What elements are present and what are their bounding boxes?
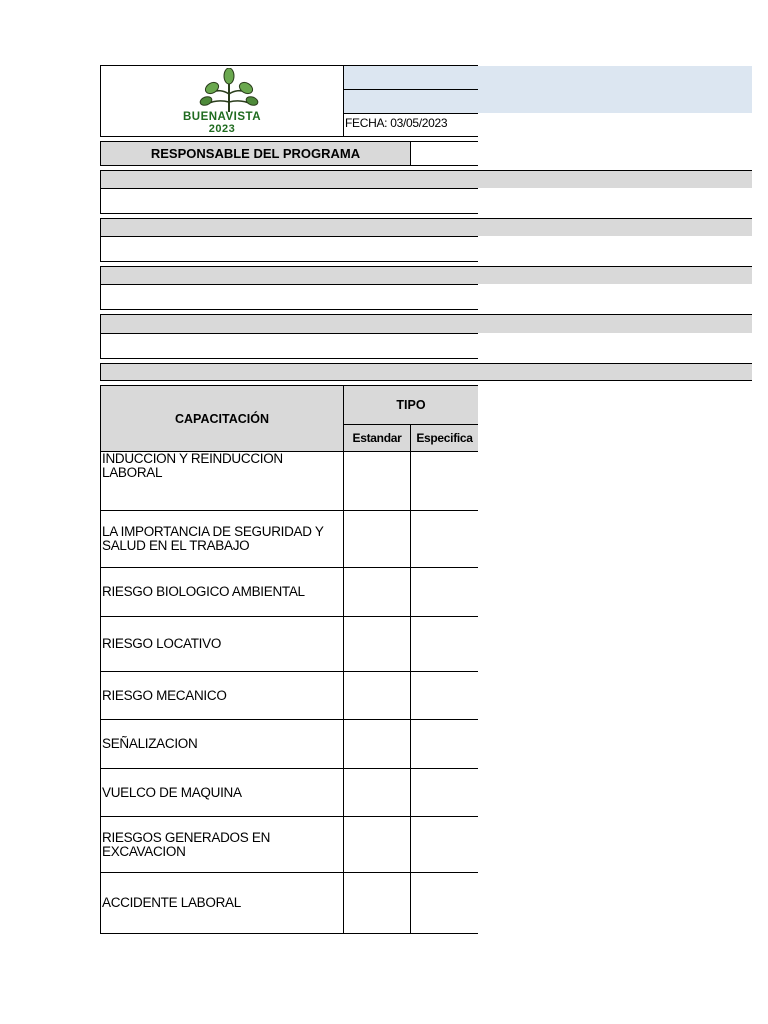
training-row-label-cell bbox=[100, 451, 344, 511]
training-row-label: SEÑALIZACION bbox=[102, 736, 198, 751]
section-field-3 bbox=[100, 284, 478, 310]
training-row-label: ACCIDENTE LABORAL bbox=[102, 895, 241, 910]
training-row-label-cell bbox=[100, 671, 344, 720]
training-row-especifica-cell[interactable] bbox=[410, 768, 478, 817]
training-row-especifica-cell[interactable] bbox=[410, 616, 478, 672]
training-row-label-cell bbox=[100, 616, 344, 672]
section-band-2 bbox=[100, 218, 752, 236]
section-band-1 bbox=[100, 170, 752, 188]
col-especifica-header bbox=[410, 424, 478, 452]
col-estandar-header bbox=[343, 424, 411, 452]
section-band-4 bbox=[100, 314, 752, 333]
training-row-estandar-cell[interactable] bbox=[343, 510, 411, 568]
col-tipo-header bbox=[343, 385, 478, 425]
training-row-estandar-cell[interactable] bbox=[343, 768, 411, 817]
fecha-text: FECHA: 03/05/2023 bbox=[345, 116, 448, 130]
fecha-cell bbox=[343, 113, 478, 137]
training-row-label-cell bbox=[100, 719, 344, 769]
header-row-1 bbox=[343, 65, 478, 90]
logo-text-line2: 2023 bbox=[208, 123, 236, 135]
training-row-especifica-cell[interactable] bbox=[410, 872, 478, 934]
training-row-estandar-cell[interactable] bbox=[343, 816, 411, 873]
training-row-label-cell bbox=[100, 567, 344, 617]
training-row-label: RIESGO BIOLOGICO AMBIENTAL bbox=[102, 584, 305, 599]
responsable-label: RESPONSABLE DEL PROGRAMA bbox=[150, 146, 361, 161]
training-row-label: INDUCCION Y REINDUCCION LABORAL bbox=[102, 451, 283, 480]
training-row-label-cell bbox=[100, 768, 344, 817]
training-row-estandar-cell[interactable] bbox=[343, 671, 411, 720]
training-row-label: LA IMPORTANCIA DE SEGURIDAD Y SALUD EN EL TRABAJO bbox=[102, 524, 324, 553]
col-especifica-label: Especifica bbox=[416, 431, 473, 445]
col-tipo-label: TIPO bbox=[396, 398, 426, 412]
training-row-estandar-cell[interactable] bbox=[343, 567, 411, 617]
plant-sprout-icon bbox=[199, 68, 259, 112]
training-row-especifica-cell[interactable] bbox=[410, 451, 478, 511]
training-row-estandar-cell[interactable] bbox=[343, 451, 411, 511]
training-row-especifica-cell[interactable] bbox=[410, 671, 478, 720]
section-field-2 bbox=[100, 236, 478, 262]
training-row-label-cell bbox=[100, 872, 344, 934]
training-row-estandar-cell[interactable] bbox=[343, 872, 411, 934]
responsable-label-cell bbox=[100, 141, 411, 166]
logo-text-line1: BUENAVISTA bbox=[182, 110, 262, 123]
training-row-especifica-cell[interactable] bbox=[410, 510, 478, 568]
training-row-estandar-cell[interactable] bbox=[343, 719, 411, 769]
section-band-5 bbox=[100, 363, 752, 381]
training-row-especifica-cell[interactable] bbox=[410, 567, 478, 617]
training-row-especifica-cell[interactable] bbox=[410, 816, 478, 873]
training-row-label: VUELCO DE MAQUINA bbox=[102, 784, 242, 800]
training-row-label: RIESGO MECANICO bbox=[102, 687, 227, 703]
training-row-label: RIESGO LOCATIVO bbox=[102, 636, 222, 651]
col-capacitacion-label: CAPACITACIÓN bbox=[175, 411, 269, 426]
header-row-2 bbox=[343, 89, 478, 114]
training-row-estandar-cell[interactable] bbox=[343, 616, 411, 672]
col-capacitacion-header bbox=[100, 385, 344, 452]
logo-cell bbox=[100, 65, 344, 137]
responsable-value-cell bbox=[410, 141, 478, 166]
section-field-4 bbox=[100, 333, 478, 359]
section-band-3 bbox=[100, 266, 752, 284]
training-row-especifica-cell[interactable] bbox=[410, 719, 478, 769]
training-row-label-cell bbox=[100, 816, 344, 873]
section-field-1 bbox=[100, 188, 478, 214]
training-row-label-cell bbox=[100, 510, 344, 568]
col-estandar-label: Estandar bbox=[352, 431, 402, 445]
training-row-label: RIESGOS GENERADOS EN EXCAVACION bbox=[102, 829, 271, 859]
